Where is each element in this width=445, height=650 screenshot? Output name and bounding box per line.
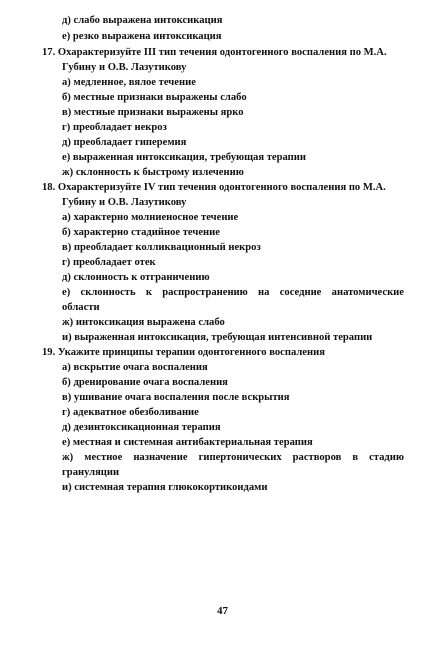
q18-option-a: а) характерно молниеносное течение <box>62 212 239 223</box>
q19-option-zh: ж) местное назначение гипертонических растворов в стадию <box>62 452 404 463</box>
q19-title: 19. Укажите принципы терапии одонтогенного воспаления <box>42 347 325 358</box>
q18-option-g: г) преобладает отек <box>62 257 156 268</box>
q17-option-zh: ж) склонность к быстрому излечению <box>62 167 244 178</box>
q18-option-d: д) склонность к отграничению <box>62 272 210 283</box>
q19-option-a: а) вскрытие очага воспаления <box>62 362 208 373</box>
q17-option-d: д) преобладает гиперемия <box>62 137 187 148</box>
q19-option-b: б) дренирование очага воспаления <box>62 377 228 388</box>
q18-option-e: е) склонность к распространению на соседние анатомические <box>62 287 404 298</box>
q19-option-d: д) дезинтоксикационная терапия <box>62 422 221 433</box>
q18-title: 18. Охарактеризуйте IV тип течения одонтогенного воспаления по М.А. <box>42 182 386 193</box>
q17-option-a: а) медленное, вялое течение <box>62 77 196 88</box>
q16-option-e: е) резко выражена интоксикация <box>62 31 222 42</box>
q17-option-v: в) местные признаки выражены ярко <box>62 107 244 118</box>
q18-title-continued: Губину и О.В. Лазутикову <box>62 197 187 208</box>
q19-option-v: в) ушивание очага воспаления после вскрытия <box>62 392 290 403</box>
q19-option-i: и) системная терапия глюкокортикоидами <box>62 482 268 493</box>
q17-option-g: г) преобладает некроз <box>62 122 167 133</box>
q18-option-zh: ж) интоксикация выражена слабо <box>62 317 225 328</box>
q18-option-e-continued: области <box>62 302 100 313</box>
q18-option-i: и) выраженная интоксикация, требующая интенсивной терапии <box>62 332 373 343</box>
q17-title: 17. Охарактеризуйте III тип течения одонтогенного воспаления по М.А. <box>42 47 387 58</box>
q18-option-b: б) характерно стадийное течение <box>62 227 220 238</box>
q16-option-d: д) слабо выражена интоксикация <box>62 15 223 26</box>
q19-option-g: г) адекватное обезболивание <box>62 407 199 418</box>
q17-option-e: е) выраженная интоксикация, требующая терапии <box>62 152 306 163</box>
q17-option-b: б) местные признаки выражены слабо <box>62 92 247 103</box>
page-number: 47 <box>217 605 228 617</box>
q18-option-v: в) преобладает колликвационный некроз <box>62 242 261 253</box>
q17-title-continued: Губину и О.В. Лазутикову <box>62 62 187 73</box>
q19-option-e: е) местная и системная антибактериальная терапия <box>62 437 313 448</box>
q19-option-zh-continued: грануляции <box>62 467 120 478</box>
